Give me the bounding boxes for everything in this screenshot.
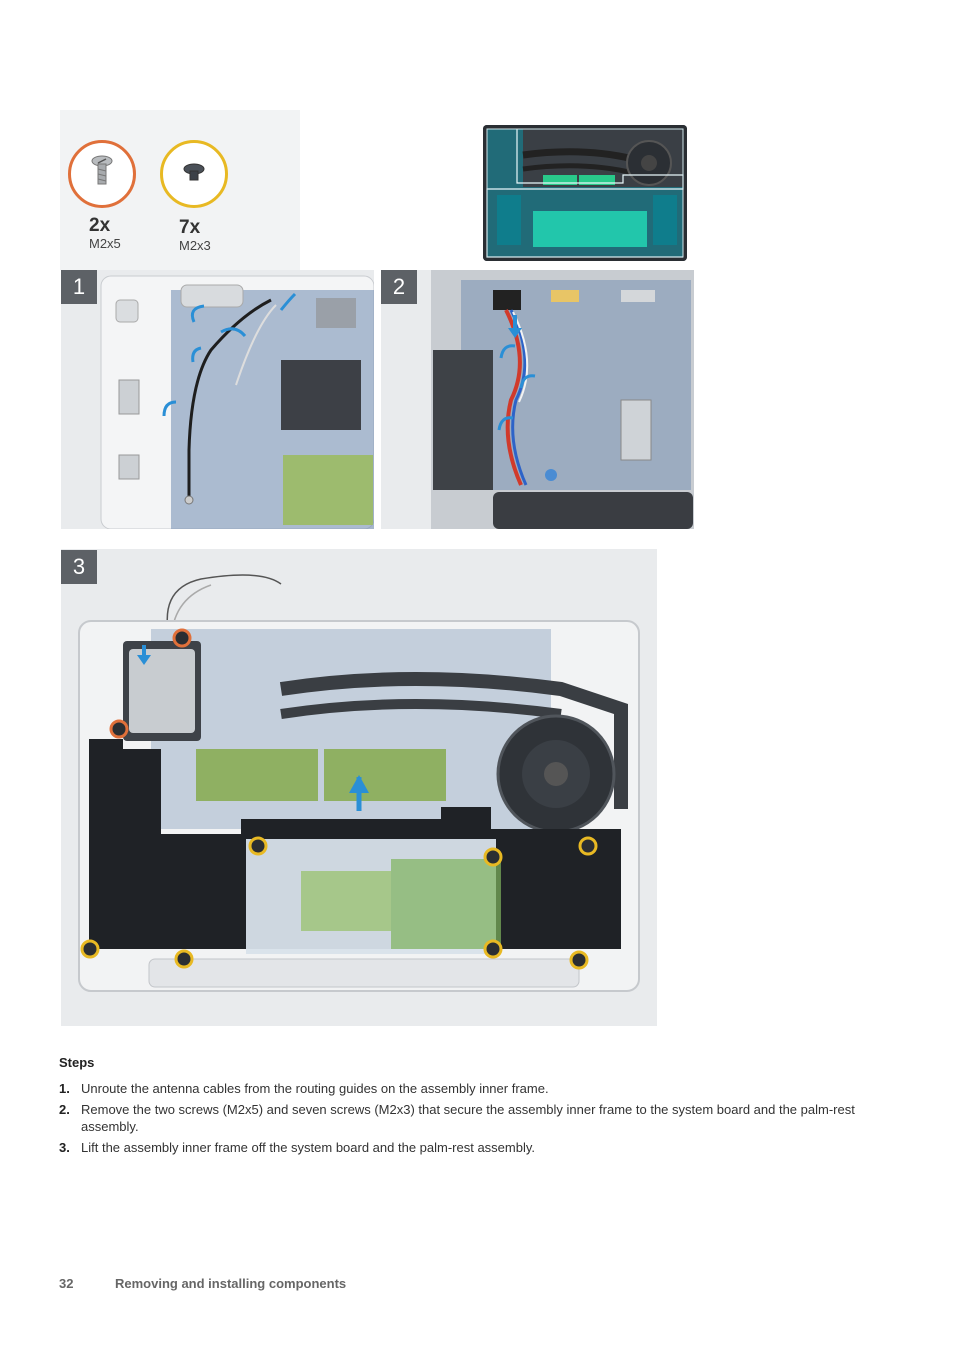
steps-list xyxy=(59,1080,889,1160)
list-item: 2. Remove the two screws (M2x5) and seven screws (M2x3) that secure the assembly inner frame to the system board and the palm-rest assembly. xyxy=(59,1102,855,1134)
list-item: 3. Lift the assembly inner frame off the system board and the palm-rest assembly. xyxy=(59,1140,536,1155)
screw-count: 2x xyxy=(89,215,111,236)
system-overview-image xyxy=(483,125,687,261)
step-3-badge: 3 xyxy=(61,550,97,584)
footer-section-title: Removing and installing components xyxy=(115,1276,347,1291)
screw-count: 7x xyxy=(179,217,201,238)
list-item: 1. Unroute the antenna cables from the routing guides on the assembly inner frame. xyxy=(59,1081,549,1096)
step-1-badge: 1 xyxy=(61,270,97,304)
step-2-badge: 2 xyxy=(381,270,417,304)
screw-size: M2x5 xyxy=(89,236,121,251)
screw-size: M2x3 xyxy=(179,238,211,253)
page-number: 32 xyxy=(59,1276,74,1291)
step-2-illustration xyxy=(381,270,694,529)
screw-m2x5-icon xyxy=(68,140,136,208)
screw-m2x3-icon xyxy=(160,140,228,208)
steps-heading: Steps xyxy=(59,1055,95,1070)
step-3-illustration xyxy=(61,549,657,1026)
step-1-illustration xyxy=(61,270,374,529)
